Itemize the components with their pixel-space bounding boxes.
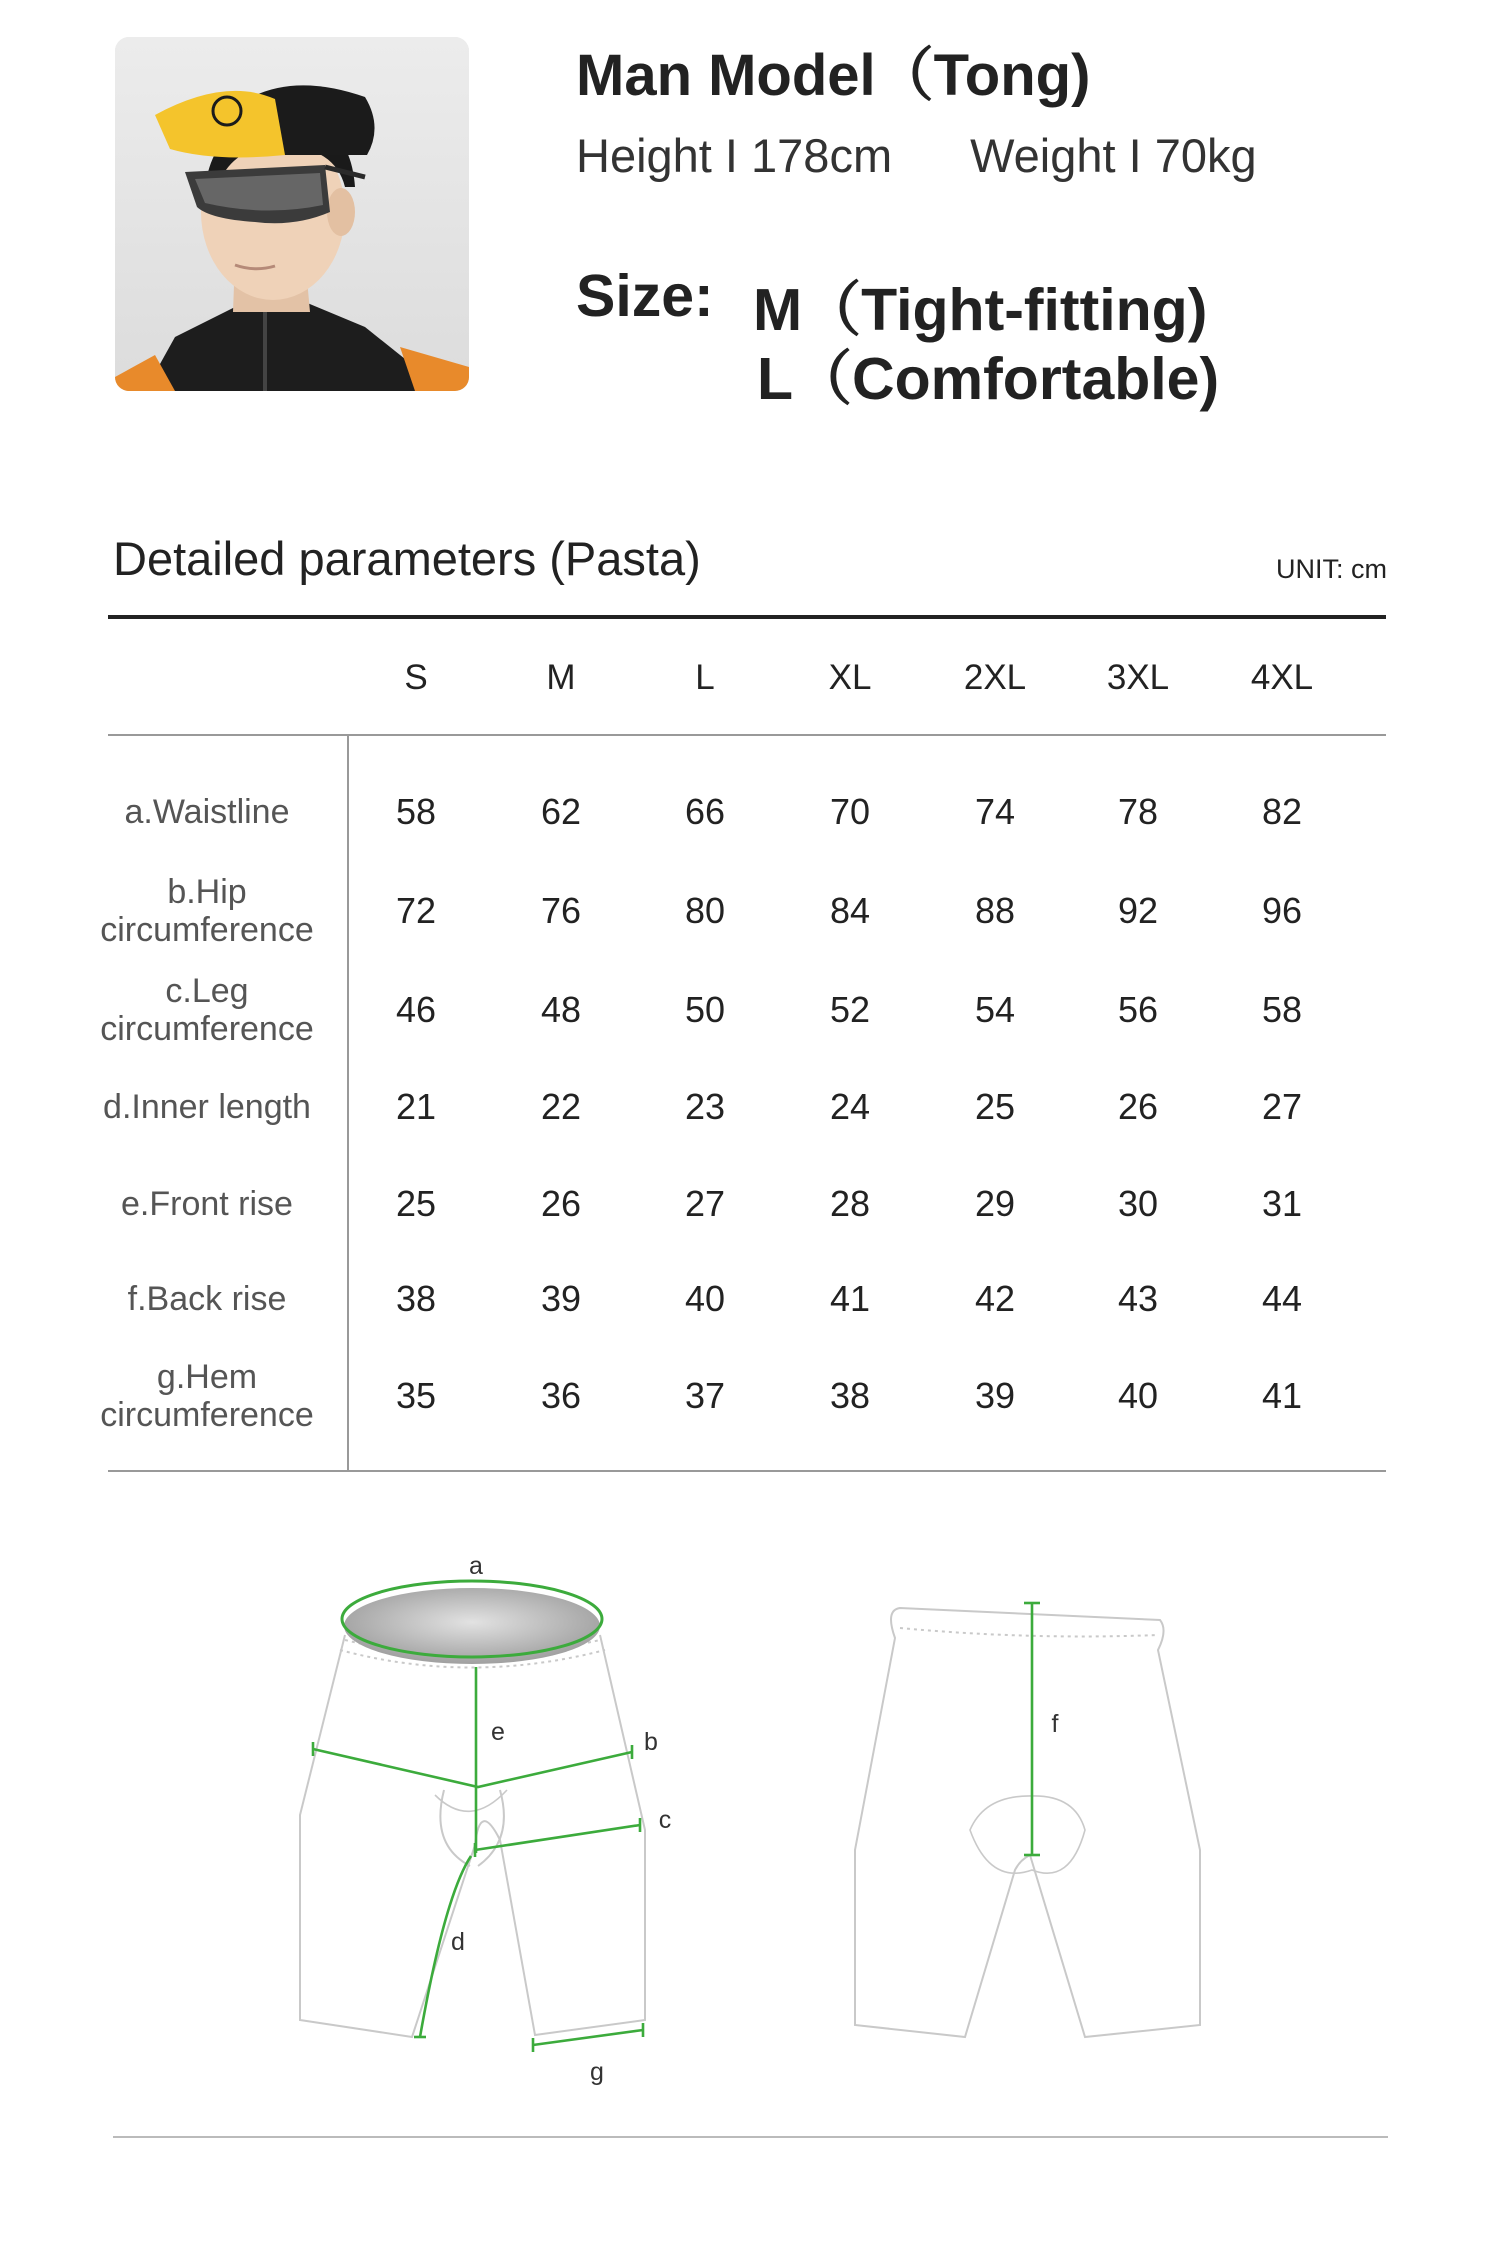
table-cell: 36 (540, 1375, 582, 1416)
section-title: Detailed parameters (Pasta) (113, 532, 701, 585)
size-column-header: S (404, 658, 428, 697)
table-cell: 54 (974, 989, 1016, 1030)
table-cell: 46 (395, 989, 437, 1030)
hip-line-b (313, 1749, 632, 1787)
model-title: Man Model（Tong) (576, 43, 1091, 108)
row-label-line: f.Back rise (127, 1280, 287, 1318)
table-cell: 82 (1261, 791, 1303, 832)
table-cell: 41 (1261, 1375, 1303, 1416)
measurement-diagram (0, 1500, 1500, 2140)
back-shorts-outline (855, 1608, 1200, 2037)
table-cell: 74 (974, 791, 1016, 832)
table-cell: 41 (829, 1278, 871, 1319)
size-column-header: 4XL (1250, 658, 1314, 697)
table-cell: 43 (1117, 1278, 1159, 1319)
size-column-header: 2XL (963, 658, 1027, 697)
table-cell: 31 (1261, 1183, 1303, 1224)
model-stats (576, 128, 1257, 183)
diagram-label-g: g (590, 2058, 604, 2086)
table-bottom-rule (108, 1470, 1386, 1472)
table-cell: 29 (974, 1183, 1016, 1224)
table-cell: 27 (684, 1183, 726, 1224)
table-cell: 25 (974, 1086, 1016, 1127)
row-label-line: a.Waistline (124, 793, 290, 831)
row-label (68, 1185, 346, 1223)
table-cell: 58 (395, 791, 437, 832)
row-label (68, 972, 346, 1048)
table-cell: 26 (540, 1183, 582, 1224)
table-cell: 62 (540, 791, 582, 832)
table-cell: 23 (684, 1086, 726, 1127)
model-weight: Weight I 70kg (970, 129, 1257, 182)
table-cell: 76 (540, 890, 582, 931)
diagram-label-c: c (658, 1806, 672, 1834)
table-cell: 70 (829, 791, 871, 832)
waist-ring-fill (344, 1588, 600, 1664)
table-cell: 37 (684, 1375, 726, 1416)
row-label-line: circumference (100, 1396, 314, 1434)
table-cell: 25 (395, 1183, 437, 1224)
table-cell: 28 (829, 1183, 871, 1224)
table-top-rule (108, 615, 1386, 619)
table-cell: 56 (1117, 989, 1159, 1030)
table-cell: 50 (684, 989, 726, 1030)
table-cell: 35 (395, 1375, 437, 1416)
table-cell: 26 (1117, 1086, 1159, 1127)
diagram-label-e: e (491, 1718, 505, 1746)
size-option-l: L（Comfortable) (757, 346, 1220, 412)
row-label-line: circumference (100, 1010, 314, 1048)
table-cell: 72 (395, 890, 437, 931)
row-label (68, 1280, 346, 1318)
table-cell: 66 (684, 791, 726, 832)
front-shorts-outline (300, 1635, 645, 2037)
diagram-label-f: f (1051, 1710, 1059, 1738)
table-cell: 38 (829, 1375, 871, 1416)
unit-label: UNIT: cm (1276, 554, 1387, 584)
table-cell: 80 (684, 890, 726, 931)
size-column-header: 3XL (1106, 658, 1170, 697)
table-cell: 92 (1117, 890, 1159, 931)
size-option-m: M（Tight-fitting) (753, 277, 1208, 343)
table-cell: 40 (684, 1278, 726, 1319)
table-cell: 24 (829, 1086, 871, 1127)
row-label-line: circumference (100, 911, 314, 949)
size-column-header: M (546, 658, 576, 697)
size-label: Size: (576, 263, 714, 329)
table-cell: 21 (395, 1086, 437, 1127)
row-label (68, 793, 346, 831)
table-cell: 22 (540, 1086, 582, 1127)
size-column-header: XL (828, 658, 872, 697)
table-cell: 40 (1117, 1375, 1159, 1416)
table-cell: 39 (974, 1375, 1016, 1416)
table-label-divider (347, 736, 349, 1471)
row-label (68, 1088, 346, 1126)
table-cell: 38 (395, 1278, 437, 1319)
table-cell: 88 (974, 890, 1016, 931)
diagram-label-a: a (469, 1552, 483, 1580)
diagram-label-d: d (451, 1928, 465, 1956)
table-cell: 96 (1261, 890, 1303, 931)
table-header-rule (108, 734, 1386, 736)
diagram-label-b: b (644, 1728, 658, 1756)
row-label (68, 1358, 346, 1434)
model-height: Height I 178cm (576, 129, 893, 182)
size-column-header: L (695, 658, 715, 697)
row-label-line: b.Hip (167, 873, 247, 911)
bottom-rule (113, 2136, 1388, 2138)
row-label-line: c.Leg (165, 972, 249, 1010)
row-label-line: e.Front rise (121, 1185, 293, 1223)
table-cell: 84 (829, 890, 871, 931)
table-cell: 39 (540, 1278, 582, 1319)
row-label-line: g.Hem (156, 1358, 258, 1396)
table-cell: 48 (540, 989, 582, 1030)
table-cell: 78 (1117, 791, 1159, 832)
table-cell: 30 (1117, 1183, 1159, 1224)
table-cell: 27 (1261, 1086, 1303, 1127)
table-cell: 42 (974, 1278, 1016, 1319)
table-cell: 52 (829, 989, 871, 1030)
row-label (68, 873, 346, 949)
model-photo (115, 37, 469, 391)
row-label-line: d.Inner length (103, 1088, 311, 1126)
table-cell: 44 (1261, 1278, 1303, 1319)
table-cell: 58 (1261, 989, 1303, 1030)
